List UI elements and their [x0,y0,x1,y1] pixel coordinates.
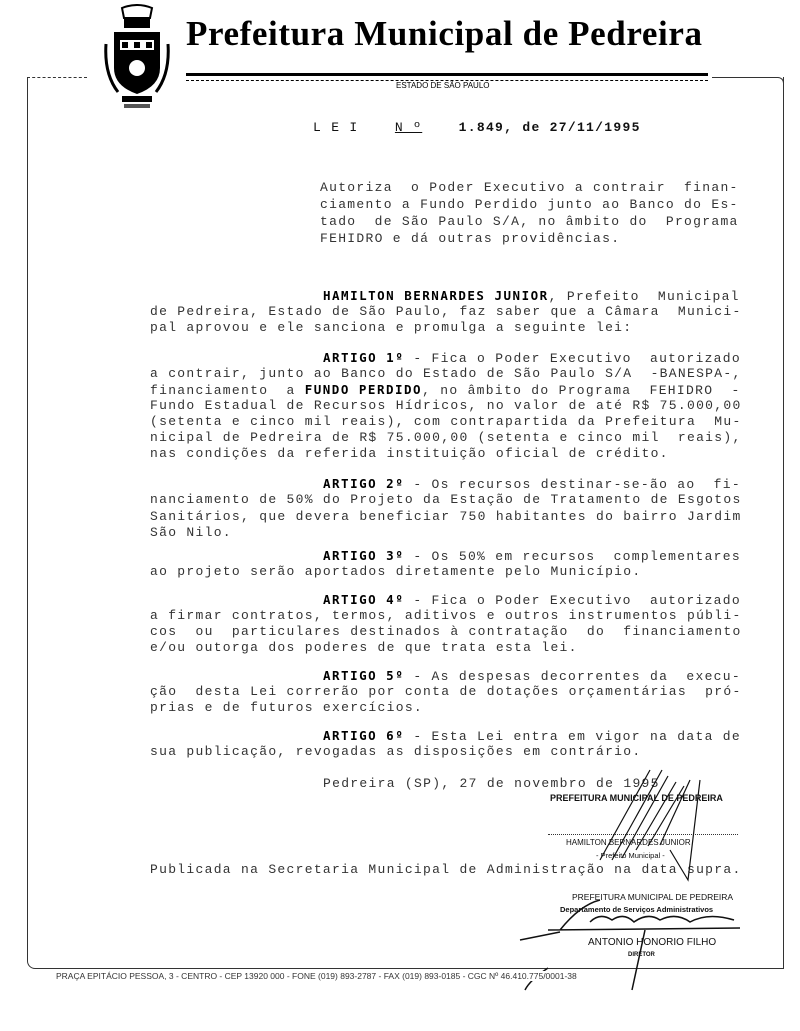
signer-director-role: DIRETOR [628,952,655,958]
text: (setenta e cinco mil reais), com contrapartida da Prefeitura Mu- [150,414,742,429]
summary-line: tado de São Paulo S/A, no âmbito do Programa [320,214,739,229]
text: a contrair, junto ao Banco do Estado de São Paulo S/A -BANESPA-, [150,366,742,381]
body-line [150,382,741,399]
body-line [150,744,641,760]
text: Pedreira (SP), 27 de novembro de 1995 [323,776,660,791]
signer-mayor-name: HAMILTON BERNARDES JUNIOR [566,838,691,847]
bold-text: ARTIGO 3º [323,548,405,563]
text: a firmar contratos, termos, aditivos e outros instrumentos públi- [150,608,742,623]
body-line [323,288,740,305]
body-line [150,564,641,580]
letterhead-rule [186,73,708,81]
summary-line: Autoriza o Poder Executivo a contrair finan- [320,180,739,195]
body-line [150,492,742,508]
bold-text: ARTIGO 4º [323,592,405,607]
body-line [150,684,742,700]
bold-text: ARTIGO 5º [323,668,405,683]
text: nicipal de Pedreira de R$ 75.000,00 (setenta e cinco mil reais), [150,430,742,445]
body-line [150,700,423,716]
body-line [323,728,741,745]
body-line [150,304,742,320]
body-line [150,640,578,656]
text: , no âmbito do Programa FEHIDRO - [422,383,741,398]
text: , Prefeito Municipal [548,289,740,304]
text: ao projeto serão aportados diretamente pelo Município. [150,564,642,579]
body-line [150,624,742,640]
coat-of-arms-logo [104,4,170,110]
summary-line: ciamento a Fundo Perdido junto ao Banco do Es- [320,197,739,212]
body-line [323,476,741,493]
text: Sanitários, que devera beneficiar 750 habitantes do bairro Jardim [150,509,742,524]
body-line [150,862,742,878]
body-line [323,548,741,565]
bold-text: FUNDO PERDIDO [304,382,423,397]
stamp-dept-org: PREFEITURA MUNICIPAL DE PEDREIRA [572,892,734,902]
text: Publicada na Secretaria Municipal de Administração na data supra. [150,862,742,877]
letterhead-subtitle: ESTADO DE SÃO PAULO [396,81,490,90]
signature-line [548,834,738,835]
body-line [150,608,742,624]
summary-line: FEHIDRO e dá outras providências. [320,231,621,246]
law-label: L E I [313,120,359,135]
law-number-heading [313,120,641,135]
text: prias e de futuros exercícios. [150,700,424,715]
text: cos ou particulares destinados à contratação do financiamento [150,624,742,639]
body-line [150,509,742,525]
text: - Os recursos destinar-se-ão ao fi- [404,477,741,492]
text: financiamento a [150,383,305,398]
body-line [150,430,742,446]
body-line [323,668,741,685]
stamp-prefeitura: PREFEITURA MUNICIPAL DE PEDREIRA [550,793,723,803]
text: - Fica o Poder Executivo autorizado [404,593,741,608]
text: - As despesas decorrentes da execu- [404,669,741,684]
text: ção desta Lei correrão por conta de dotações orçamentárias pró- [150,684,742,699]
body-line [150,366,742,382]
text: Fundo Estadual de Recursos Hídricos, no valor de até R$ 75.000,00 [150,398,742,413]
letterhead-title: Prefeitura Municipal de Pedreira [186,14,703,53]
body-line [150,414,742,430]
text: - Esta Lei entra em vigor na data de [404,729,741,744]
body-line [323,350,741,367]
bold-text: ARTIGO 1º [323,350,405,365]
frame-divider [27,77,87,78]
text: pal aprovou e ele sanciona e promulga a seguinte lei: [150,320,633,335]
text: nanciamento de 50% do Projeto da Estação de Tratamento de Esgotos [150,492,742,507]
text: sua publicação, revogadas as disposições em contrário. [150,744,642,759]
signer-mayor-role: - Prefeito Municipal - [596,851,665,860]
body-line [150,525,232,541]
signer-director-name: ANTONIO HONORIO FILHO [588,937,717,948]
stamp-dept-name: Departamento de Serviços Administrativos [560,905,714,914]
body-line [323,776,660,792]
law-number: 1.849, de 27/11/1995 [458,120,641,135]
law-number-label: N º [394,120,423,135]
text: - Fica o Poder Executivo autorizado [404,351,741,366]
frame-corner [712,77,784,87]
text: e/ou outorga dos poderes de que trata esta lei. [150,640,578,655]
body-line [150,398,742,414]
text: - Os 50% em recursos complementares [404,549,741,564]
body-line [150,320,632,336]
body-line [150,446,669,462]
bold-text: ARTIGO 2º [323,476,405,491]
text: de Pedreira, Estado de São Paulo, faz saber que a Câmara Munici- [150,304,742,319]
bold-text: ARTIGO 6º [323,728,405,743]
bold-text: HAMILTON BERNARDES JUNIOR [323,288,549,303]
text: São Nilo. [150,525,232,540]
text: nas condições da referida instituição oficial de crédito. [150,446,669,461]
body-line [323,592,741,609]
footer-address: PRAÇA EPITÁCIO PESSOA, 3 - CENTRO - CEP 13920 000 - FONE (019) 893-2787 - FAX (019) 893-0185 - CGC Nº 46.410.775/0001-38 [52,971,581,981]
